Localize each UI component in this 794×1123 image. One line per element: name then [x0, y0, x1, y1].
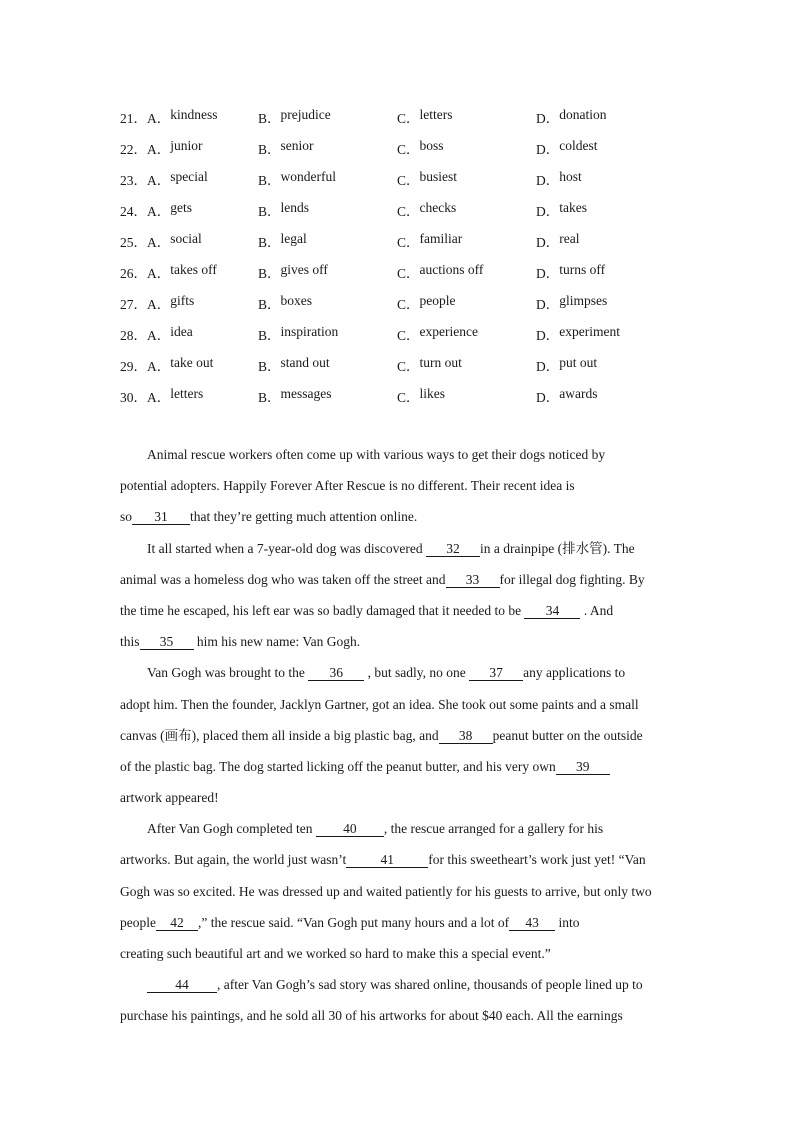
option-text: checks	[419, 199, 457, 215]
option-letter: D．	[536, 110, 560, 126]
option-text: junior	[170, 137, 203, 153]
option-letter: C．	[397, 234, 420, 250]
option-c	[397, 107, 536, 127]
option-c	[397, 231, 536, 251]
passage-text: any applications to	[523, 665, 626, 681]
option-c	[397, 355, 536, 375]
option-letter: A．	[147, 328, 171, 344]
passage-text: ,” the rescue said. “Van Gogh put many hours and a lot of	[198, 914, 510, 930]
passage-text: . And	[580, 602, 614, 618]
option-row	[120, 319, 680, 350]
option-row	[120, 350, 680, 381]
passage-text: for this sweetheart’s work just yet! “Van	[428, 852, 646, 868]
option-d	[536, 293, 676, 313]
option-text: familiar	[419, 230, 463, 246]
option-letter: D．	[536, 234, 560, 250]
option-letter: A．	[147, 297, 171, 313]
option-letter: D．	[536, 328, 560, 344]
option-c	[397, 169, 536, 189]
option-row	[120, 101, 680, 132]
option-row	[120, 132, 680, 163]
option-d	[536, 231, 676, 251]
passage-line	[120, 818, 675, 849]
passage-text: animal was a homeless dog who was taken off the street and	[120, 571, 446, 587]
option-a	[120, 386, 258, 406]
option-a	[120, 324, 258, 344]
option-a	[120, 169, 258, 189]
passage-line	[120, 787, 675, 818]
option-letter: B．	[258, 234, 281, 250]
option-text: donation	[559, 106, 607, 122]
passage-line	[120, 725, 675, 756]
option-text: likes	[419, 386, 446, 402]
passage-line	[120, 569, 675, 600]
blank-31: 31	[132, 509, 190, 525]
option-letter: D．	[536, 266, 560, 282]
passage-text: Gogh was so excited. He was dressed up and waited patiently for his guests to arrive, but only two	[120, 883, 652, 899]
passage-text: in a drainpipe (排水管). The	[480, 540, 635, 556]
passage-text: creating such beautiful art and we worked so hard to make this a special event.”	[120, 946, 551, 961]
passage-text: peanut butter on the outside	[492, 727, 643, 743]
option-c	[397, 386, 536, 406]
option-d	[536, 138, 676, 158]
passage-line	[120, 912, 675, 943]
passage-text: people	[120, 914, 156, 930]
option-letter: D．	[536, 390, 560, 406]
option-letter: C．	[397, 328, 420, 344]
passage-line	[120, 1005, 675, 1036]
question-number: 29．	[120, 359, 147, 375]
option-letter: A．	[147, 172, 171, 188]
option-d	[536, 386, 676, 406]
option-a	[120, 138, 258, 158]
option-d	[536, 262, 676, 282]
option-letter: D．	[536, 297, 560, 313]
passage-text: him his new name: Van Gogh.	[193, 634, 361, 650]
blank-41: 41	[346, 852, 428, 868]
option-c	[397, 138, 536, 158]
option-b	[258, 231, 397, 251]
option-a	[120, 293, 258, 313]
option-letter: C．	[397, 266, 420, 282]
question-number: 25．	[120, 234, 147, 250]
option-text: inspiration	[280, 324, 339, 340]
passage-line	[120, 694, 675, 725]
option-text: turns off	[559, 262, 606, 278]
option-letter: B．	[258, 359, 281, 375]
option-a	[120, 262, 258, 282]
option-letter: C．	[397, 110, 420, 126]
option-b	[258, 262, 397, 282]
option-letter: C．	[397, 390, 420, 406]
option-text: social	[170, 230, 202, 246]
option-letter: C．	[397, 141, 420, 157]
option-letter: C．	[397, 297, 420, 313]
option-letter: C．	[397, 359, 420, 375]
option-text: letters	[419, 106, 453, 122]
question-number: 22．	[120, 141, 147, 157]
option-d	[536, 169, 676, 189]
option-letter: D．	[536, 203, 560, 219]
option-b	[258, 138, 397, 158]
passage-text: , the rescue arranged for a gallery for his	[383, 821, 604, 837]
option-text: senior	[280, 137, 314, 153]
option-c	[397, 262, 536, 282]
option-row	[120, 163, 680, 194]
option-letter: A．	[147, 390, 171, 406]
option-letter: C．	[397, 172, 420, 188]
option-b	[258, 355, 397, 375]
option-b	[258, 169, 397, 189]
option-text: messages	[280, 386, 332, 402]
passage-text: Animal rescue workers often come up with various ways to get their dogs noticed by	[147, 447, 606, 462]
passage-text: canvas (画布), placed them all inside a big plastic bag, and	[120, 727, 439, 743]
option-letter: B．	[258, 297, 281, 313]
blank-32: 32	[426, 541, 480, 557]
passage-text: , after Van Gogh’s sad story was shared online, thousands of people lined up to	[217, 977, 643, 993]
option-letter: A．	[147, 141, 171, 157]
passage-line	[120, 849, 675, 880]
option-text: takes off	[170, 262, 217, 278]
passage-text: this	[120, 634, 140, 650]
option-letter: D．	[536, 359, 560, 375]
option-row	[120, 256, 680, 287]
option-text: stand out	[280, 355, 330, 371]
passage-line	[120, 538, 675, 569]
option-a	[120, 231, 258, 251]
option-letter: D．	[536, 172, 560, 188]
option-row	[120, 381, 680, 412]
passage-text: purchase his paintings, and he sold all 30 of his artworks for about $40 each. All the earnings	[120, 1008, 623, 1024]
option-letter: B．	[258, 141, 281, 157]
option-letter: C．	[397, 203, 420, 219]
passage-text: that they’re getting much attention online.	[190, 509, 418, 525]
option-text: takes	[559, 199, 587, 215]
passage-text: artworks. But again, the world just wasn’t	[120, 852, 347, 868]
option-text: busiest	[419, 168, 458, 184]
question-number: 26．	[120, 266, 147, 282]
blank-42: 42	[156, 915, 198, 931]
passage-line	[120, 662, 675, 693]
blank-33: 33	[446, 572, 500, 588]
passage-text: potential adopters. Happily Forever After Rescue is no different. Their recent idea is	[120, 478, 575, 494]
blank-34: 34	[524, 603, 580, 619]
blank-37: 37	[469, 665, 523, 681]
option-b	[258, 324, 397, 344]
passage-line	[120, 756, 675, 787]
option-letter: A．	[147, 359, 171, 375]
passage-text: the time he escaped, his left ear was so badly damaged that it needed to be	[120, 602, 525, 618]
question-number: 28．	[120, 328, 147, 344]
option-letter: A．	[147, 266, 171, 282]
option-text: boxes	[280, 293, 313, 309]
passage-text: into	[555, 914, 580, 930]
option-text: lends	[280, 199, 310, 215]
option-b	[258, 200, 397, 220]
option-text: put out	[559, 355, 598, 371]
option-b	[258, 107, 397, 127]
option-text: real	[559, 230, 580, 246]
option-letter: A．	[147, 234, 171, 250]
cloze-passage	[120, 444, 675, 1037]
option-text: awards	[559, 386, 598, 402]
option-text: host	[559, 168, 582, 184]
passage-line	[120, 600, 675, 631]
options-table	[120, 101, 680, 412]
option-d	[536, 107, 676, 127]
option-letter: B．	[258, 390, 281, 406]
option-row	[120, 288, 680, 319]
option-text: auctions off	[419, 262, 484, 278]
question-number: 23．	[120, 172, 147, 188]
passage-line	[120, 506, 675, 537]
blank-44: 44	[147, 977, 217, 993]
passage-text: After Van Gogh completed ten	[147, 821, 316, 837]
passage-line	[120, 475, 675, 506]
option-text: gives off	[280, 262, 328, 278]
option-text: idea	[170, 324, 193, 340]
option-a	[120, 107, 258, 127]
option-a	[120, 200, 258, 220]
option-text: coldest	[559, 137, 598, 153]
option-text: people	[419, 293, 456, 309]
option-c	[397, 293, 536, 313]
option-b	[258, 293, 397, 313]
question-number: 21．	[120, 110, 147, 126]
option-row	[120, 225, 680, 256]
blank-35: 35	[140, 634, 194, 650]
blank-39: 39	[556, 759, 610, 775]
option-text: glimpses	[559, 293, 608, 309]
passage-text: artwork appeared!	[120, 790, 219, 806]
option-text: turn out	[419, 355, 462, 371]
option-c	[397, 200, 536, 220]
passage-line	[120, 943, 675, 974]
passage-text: for illegal dog fighting. By	[499, 571, 645, 587]
blank-43: 43	[509, 915, 555, 931]
passage-text: so	[120, 509, 133, 525]
option-d	[536, 355, 676, 375]
question-number: 30．	[120, 390, 147, 406]
option-letter: B．	[258, 328, 281, 344]
passage-line	[120, 631, 675, 662]
passage-text: adopt him. Then the founder, Jacklyn Gartner, got an idea. She took out some paints and a small	[120, 696, 639, 712]
option-text: experiment	[559, 324, 620, 340]
option-text: special	[170, 168, 208, 184]
option-d	[536, 200, 676, 220]
blank-38: 38	[439, 728, 493, 744]
question-number: 24．	[120, 203, 147, 219]
passage-line	[120, 881, 675, 912]
option-letter: B．	[258, 110, 281, 126]
option-letter: B．	[258, 172, 281, 188]
option-letter: B．	[258, 266, 281, 282]
question-number: 27．	[120, 297, 147, 313]
option-b	[258, 386, 397, 406]
option-letter: A．	[147, 110, 171, 126]
option-text: prejudice	[280, 106, 331, 122]
passage-line	[120, 974, 675, 1005]
blank-40: 40	[316, 821, 384, 837]
option-text: kindness	[170, 106, 218, 122]
option-text: boss	[419, 137, 444, 153]
option-text: letters	[170, 386, 204, 402]
option-letter: D．	[536, 141, 560, 157]
passage-text: It all started when a 7-year-old dog was discovered	[147, 540, 427, 556]
option-letter: B．	[258, 203, 281, 219]
option-text: experience	[419, 324, 478, 340]
passage-text: Van Gogh was brought to the	[147, 665, 309, 681]
option-a	[120, 355, 258, 375]
option-c	[397, 324, 536, 344]
blank-36: 36	[308, 665, 364, 681]
option-d	[536, 324, 676, 344]
option-text: gifts	[170, 293, 195, 309]
passage-line	[120, 444, 675, 475]
option-text: legal	[280, 230, 307, 246]
passage-text: of the plastic bag. The dog started licking off the peanut butter, and his very own	[120, 758, 556, 774]
passage-text: , but sadly, no one	[364, 665, 470, 681]
option-text: wonderful	[280, 168, 336, 184]
option-text: take out	[170, 355, 214, 371]
option-row	[120, 194, 680, 225]
option-letter: A．	[147, 203, 171, 219]
option-text: gets	[170, 199, 192, 215]
